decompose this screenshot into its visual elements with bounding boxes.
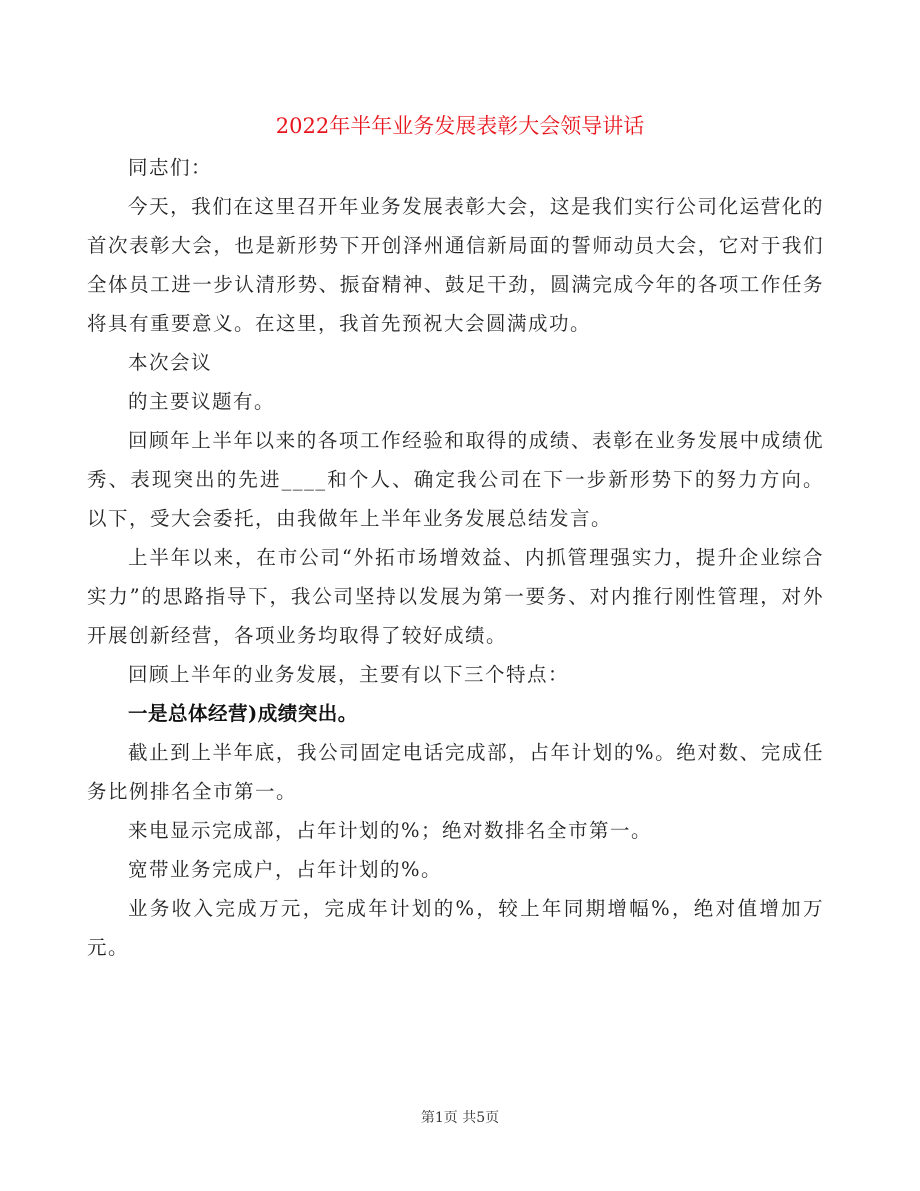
paragraph-broadband: 宽带业务完成户，占年计划的%。: [128, 858, 443, 881]
document-title: 2022年半年业务发展表彰大会领导讲话: [275, 114, 645, 138]
paragraph-review: 回顾年上半年以来的各项工作经验和取得的成绩、表彰在业务发展中成绩优秀、表现突出的先进____和个人、确定我公司在下一步新形势下的努力方向。以下，受大会委托，由我做年上半年业务发展总结发言。: [87, 429, 824, 530]
page-number: 第1页 共5页: [420, 1110, 500, 1126]
paragraph-meeting: 本次会议: [128, 351, 213, 374]
paragraph-opening: 今天，我们在这里召开年业务发展表彰大会，这是我们实行公司化运营化的首次表彰大会，也是新形势下开创泽州通信新局面的誓师动员大会，它对于我们全体员工进一步认清形势、振奋精神、鼓足干劲，圆满完成今年的各项工作任务将具有重要意义。在这里，我首先预祝大会圆满成功。: [87, 195, 824, 335]
paragraph-fixed-phone: 截止到上半年底，我公司固定电话完成部，占年计划的%。绝对数、完成任务比例排名全市第一。: [87, 741, 824, 803]
document-body: [87, 148, 824, 967]
paragraph-salutation: 同志们：: [128, 156, 213, 179]
paragraph-features-intro: 回顾上半年的业务发展，主要有以下三个特点：: [128, 663, 570, 686]
paragraph-revenue: 业务收入完成万元，完成年计划的%，较上年同期增幅%，绝对值增加万元。: [87, 897, 824, 959]
paragraph-guidance: 上半年以来，在市公司“外拓市场增效益、内抓管理强实力，提升企业综合实力”的思路指导下，我公司坚持以发展为第一要务、对内推行刚性管理，对外开展创新经营，各项业务均取得了较好成绩。: [87, 546, 824, 647]
paragraph-agenda: 的主要议题有。: [128, 390, 276, 413]
paragraph-caller-id: 来电显示完成部，占年计划的%；绝对数排名全市第一。: [128, 819, 653, 842]
paragraph-heading-first-point: 一是总体经营)成绩突出。: [128, 702, 358, 725]
